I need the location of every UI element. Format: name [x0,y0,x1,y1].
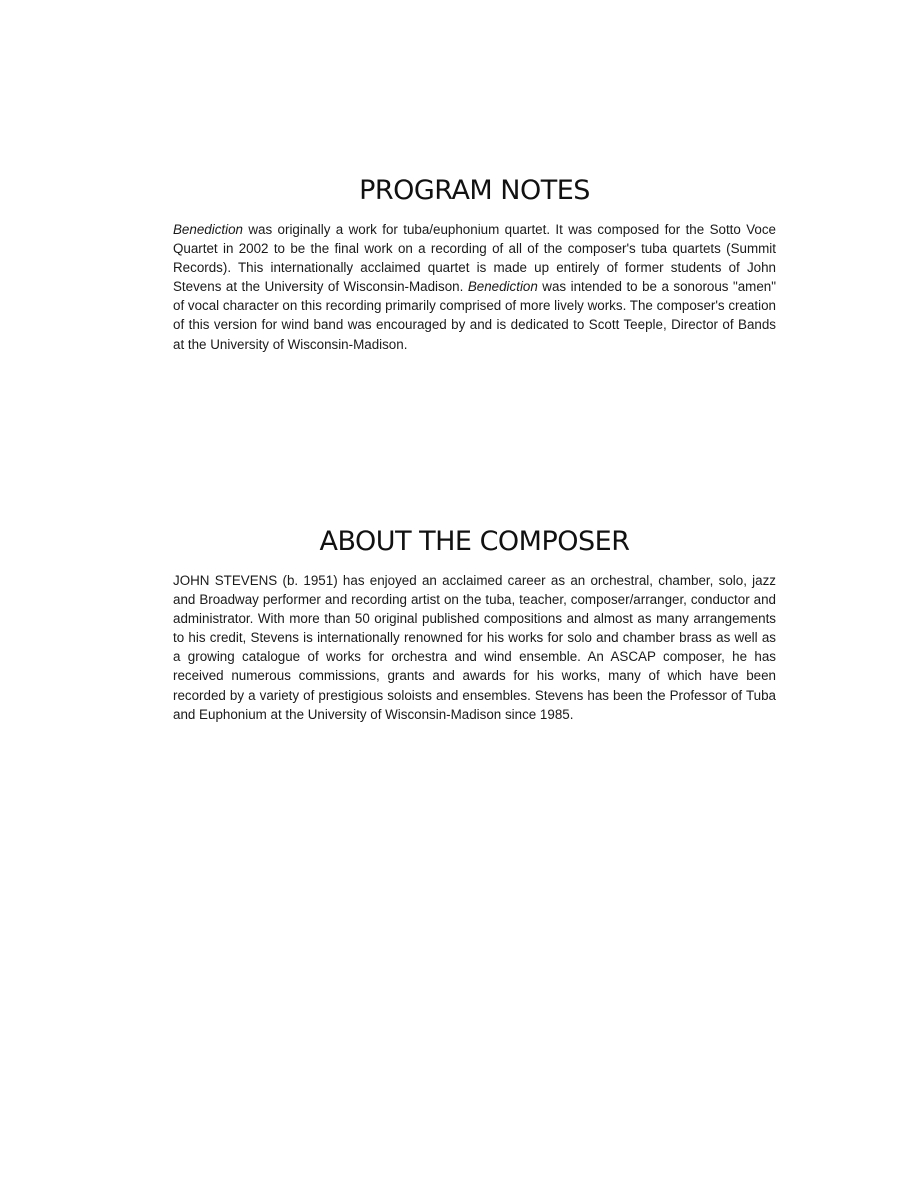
about-composer-section [173,523,776,724]
program-notes-paragraph [173,220,776,354]
program-notes-text-part: was intended to be a sonorous "amen" of vocal character on this recording primarily comprised of more lively works. The composer's creation of this version for wind band was encouraged by and is dedicated to Scott Teeple, Director of Bands at the University of Wisconsin-Madison. [173,279,776,352]
program-notes-heading: PROGRAM NOTES [359,175,590,206]
about-composer-paragraph: JOHN STEVENS (b. 1951) has enjoyed an acclaimed career as an orchestral, chamber, solo, jazz and Broadway performer and recording artist on the tuba, teacher, composer/arranger, conductor and administrator. With more than 50 original published compositions and almost as many arrangements to his credit, Stevens is internationally renowned for his works for solo and chamber brass as well as a growing catalogue of works for orchestra and wind ensemble. An ASCAP composer, he has received numerous commissions, grants and awards for his works, many of which have been recorded by a variety of prestigious soloists and ensembles. Stevens has been the Professor of Tuba and Euphonium at the University of Wisconsin-Madison since 1985. [173,573,776,722]
work-title: Benediction [173,222,243,237]
about-composer-heading: ABOUT THE COMPOSER [319,526,630,557]
work-title: Benediction [467,279,538,295]
program-notes-section [173,172,776,354]
program-notes-text-part: was originally a work for tuba/euphonium quartet. It was composed for the Sotto Voce Quartet in 2002 to be the final work on a recording of all of the composer's tuba quartets (Summit Records). This internationally acclaimed quartet is made up entirely of former students of John Stevens at the University of Wisconsin-Madison. [173,222,776,295]
